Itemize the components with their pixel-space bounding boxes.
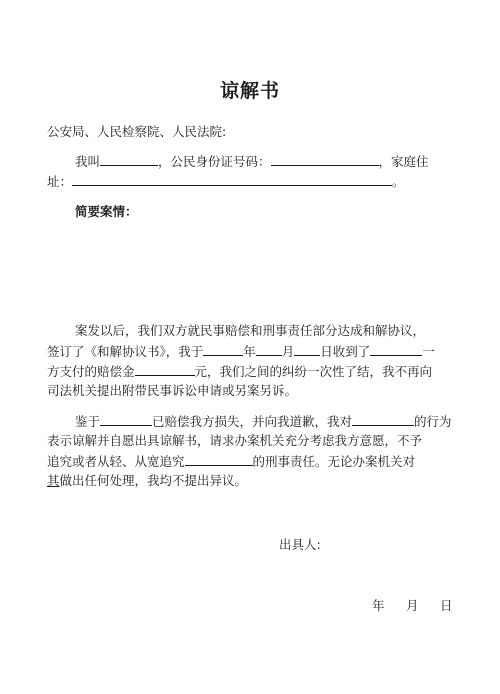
address-end: 。 <box>392 174 405 189</box>
para2-line1 <box>75 413 452 430</box>
id-prefix: ，公民身份证号码： <box>158 154 271 169</box>
para2-line3 <box>47 453 415 470</box>
para2-line1-a: 鉴于 <box>75 414 101 429</box>
year-blank <box>203 343 243 356</box>
para2-line4-text: 做出任何处理，我均不提出异议。 <box>59 473 248 488</box>
para1-line3 <box>47 363 432 380</box>
month-label: 月 <box>281 344 295 359</box>
date-year-label: 年 <box>372 598 385 613</box>
party-blank-2 <box>352 413 414 426</box>
intro-line-2 <box>47 173 405 190</box>
para2-line3-b: 的刑事责任。无论办案机关对 <box>252 454 416 469</box>
recipient-line <box>47 124 226 140</box>
compensation-amount-blank <box>135 363 195 376</box>
para2-line1-c: 的行为 <box>414 414 452 429</box>
day-received-label: 日收到了 <box>320 344 371 359</box>
para1-line1: 案发以后，我们双方就民事赔偿和刑事责任部分达成和解协议， <box>75 323 426 338</box>
para1-line4: 司法机关提出附带民事诉讼申请或另案另诉。 <box>47 383 298 398</box>
id-number-blank <box>271 153 379 166</box>
day-blank <box>294 343 320 356</box>
intro-line-1 <box>75 153 429 170</box>
para2-line4-underlined-word: 其 <box>47 473 60 488</box>
case-summary-heading: 简要案情： <box>75 204 138 219</box>
address-prefix: ，家庭住 <box>378 154 429 169</box>
recipient-text: 公安局、人民检察院、人民法院: <box>47 124 227 139</box>
para2-line4 <box>47 473 247 489</box>
payer-blank <box>370 343 422 356</box>
issuer-label: 出具人: <box>279 537 321 552</box>
document-title: 谅解书 <box>219 80 280 102</box>
compensation-label: 方支付的赔偿金 <box>47 364 135 379</box>
para1-line2-text: 签订了《和解协议书》，我于 <box>47 344 204 359</box>
para1-line2-end: 一 <box>422 344 435 359</box>
para2-line2: 表示谅解并自愿出具谅解书，请求办案机关充分考虑我方意愿，不予 <box>47 433 423 448</box>
address-blank <box>72 173 392 186</box>
para1-line2 <box>47 343 435 360</box>
name-prefix: 我叫 <box>75 154 101 169</box>
name-blank <box>100 153 158 166</box>
address-line-prefix: 址： <box>47 174 73 189</box>
para1-line3-text: 元，我们之间的纠纷一次性了结，我不再向 <box>194 364 433 379</box>
year-label: 年 <box>243 344 256 359</box>
month-blank <box>256 343 282 356</box>
party-blank-3 <box>185 453 253 466</box>
para2-line3-a: 追究或者从轻、从宽追究 <box>47 454 185 469</box>
party-blank-1 <box>100 413 152 426</box>
date-day-label: 日 <box>440 598 453 613</box>
date-month-label: 月 <box>406 598 419 613</box>
para2-line1-b: 已赔偿我方损失，并向我道歉，我对 <box>152 414 353 429</box>
